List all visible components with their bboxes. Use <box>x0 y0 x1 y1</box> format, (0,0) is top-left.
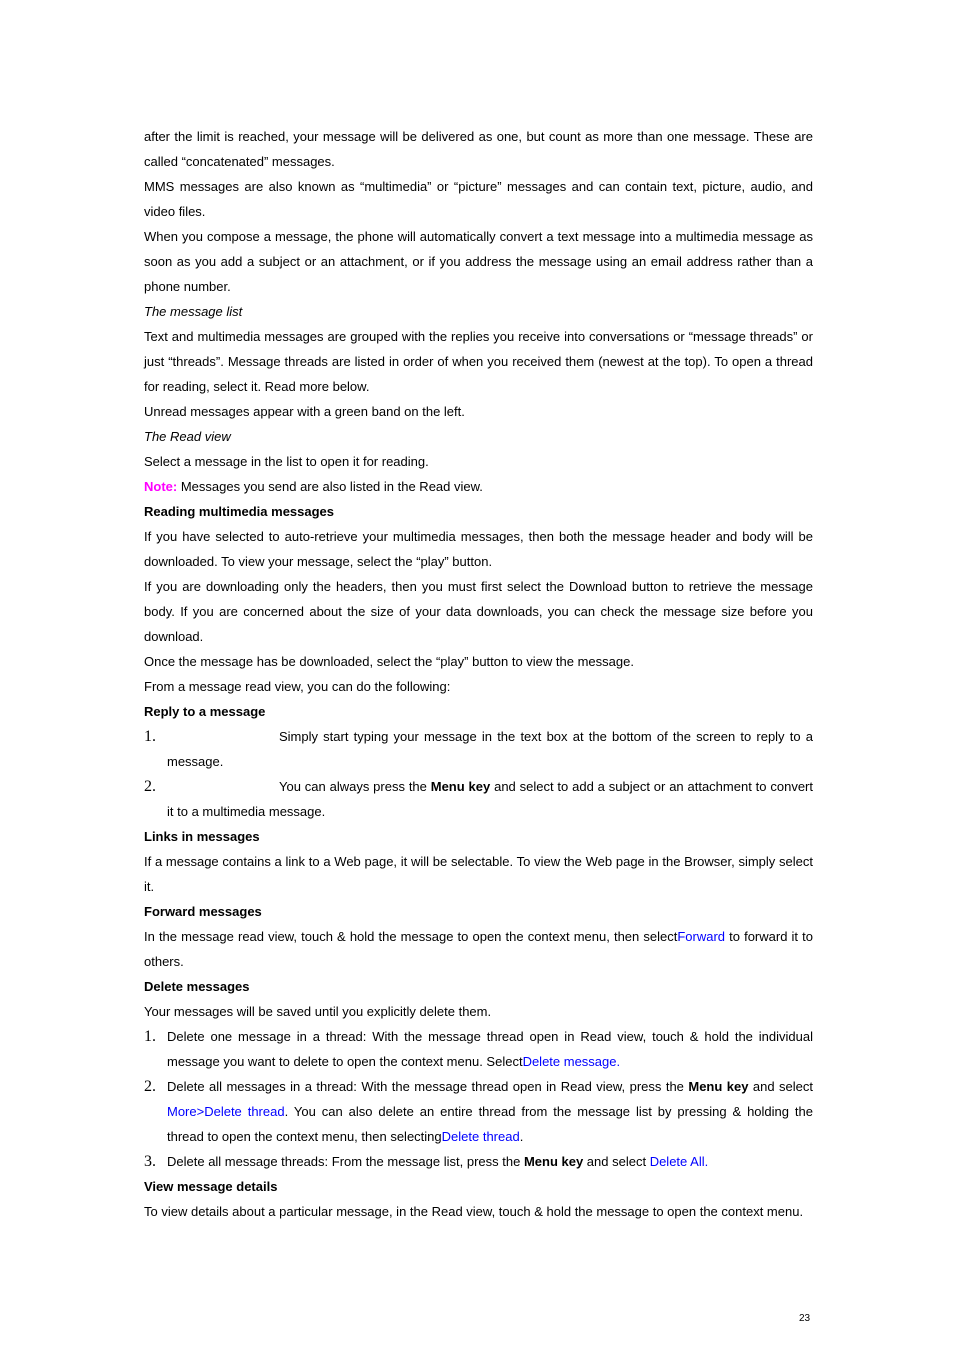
subheading-read-view: The Read view <box>144 429 231 444</box>
list-item-text: Delete all messages in a thread: With the message thread open in Read view, press the <box>167 1079 689 1094</box>
forward-link[interactable]: Forward <box>677 929 726 944</box>
list-number: 1. <box>144 728 156 745</box>
list-item-text: . You can also delete an entire thread from the message list by pressing & holding the thread to open the context menu, then selecting <box>167 1104 813 1144</box>
list-item <box>144 1149 813 1174</box>
list-item <box>144 724 813 774</box>
list-item-text: You can always press the <box>279 779 431 794</box>
paragraph: Select a message in the list to open it for reading. <box>144 454 429 469</box>
heading-forward: Forward messages <box>144 904 262 919</box>
delete-message-link[interactable]: Delete message. <box>522 1054 621 1069</box>
list-item-text: Delete all message threads: From the message list, press the <box>167 1154 524 1169</box>
list-item-text: Simply start typing your message in the text box at the bottom of the screen to reply to a message. <box>167 729 813 769</box>
paragraph: If you have selected to auto-retrieve your multimedia messages, then both the message header and body will be downloaded. To view your message, select the “play” button. <box>144 529 813 569</box>
paragraph-text: In the message read view, touch & hold the message to open the context menu, then select <box>144 929 678 944</box>
paragraph: To view details about a particular message, in the Read view, touch & hold the message to open the context menu. <box>144 1204 804 1219</box>
list-item <box>144 1024 813 1074</box>
list-number: 1. <box>144 1028 156 1045</box>
list-item-text: Delete one message in a thread: With the message thread open in Read view, touch & hold the individual message you want to delete to open the context menu. Select <box>167 1029 813 1069</box>
paragraph: Once the message has be downloaded, select the “play” button to view the message. <box>144 654 634 669</box>
paragraph: If a message contains a link to a Web page, it will be selectable. To view the Web page in the Browser, simply select it. <box>144 854 813 894</box>
paragraph: Unread messages appear with a green band on the left. <box>144 404 465 419</box>
subheading-message-list: The message list <box>144 304 243 319</box>
document-body <box>144 124 813 1224</box>
list-number: 2. <box>144 1078 156 1095</box>
page-number: 23 <box>799 1313 811 1324</box>
delete-thread-link[interactable]: Delete thread <box>441 1129 520 1144</box>
list-item <box>144 1074 813 1149</box>
paragraph: If you are downloading only the headers, then you must first select the Download button to retrieve the message body. If you are concerned about the size of your data downloads, you can check the message size before you download. <box>144 579 813 644</box>
heading-links: Links in messages <box>144 829 260 844</box>
menu-key-label: Menu key <box>523 1154 584 1169</box>
list-number: 2. <box>144 778 156 795</box>
list-item-text: and select <box>748 1079 813 1094</box>
paragraph: Your messages will be saved until you explicitly delete them. <box>144 1004 492 1019</box>
paragraph: Text and multimedia messages are grouped with the replies you receive into conversations or “message threads” or just “threads”. Message threads are listed in order of when you received them (newest at the top). To open a thread for reading, select it. Read more below. <box>144 329 813 394</box>
delete-all-link[interactable]: Delete All. <box>649 1154 709 1169</box>
note-text: Messages you send are also listed in the Read view. <box>177 479 483 494</box>
list-item-text: and select <box>583 1154 650 1169</box>
note-paragraph <box>144 474 813 499</box>
paragraph: after the limit is reached, your message will be delivered as one, but count as more than one message. These are called “concatenated” messages. <box>144 129 813 169</box>
paragraph-text: to forward it to others. <box>144 929 813 969</box>
heading-reading-multimedia: Reading multimedia messages <box>144 504 335 519</box>
list-item-text: and select to add a subject or an attachment to convert it to a multimedia message. <box>167 779 813 819</box>
heading-delete: Delete messages <box>144 979 250 994</box>
paragraph <box>144 924 813 974</box>
list-number: 3. <box>144 1153 156 1170</box>
heading-reply: Reply to a message <box>144 704 266 719</box>
more-delete-thread-link[interactable]: More>Delete thread <box>167 1104 285 1119</box>
menu-key-label: Menu key <box>688 1079 749 1094</box>
paragraph: MMS messages are also known as “multimedia” or “picture” messages and can contain text, picture, audio, and video files. <box>144 179 813 219</box>
note-label: Note: <box>144 479 178 494</box>
list-item-text: . <box>519 1129 524 1144</box>
paragraph: When you compose a message, the phone will automatically convert a text message into a multimedia message as soon as you add a subject or an attachment, or if you address the message using an email address rather than a phone number. <box>144 229 813 294</box>
heading-view-details: View message details <box>144 1179 278 1194</box>
paragraph: From a message read view, you can do the following: <box>144 679 451 694</box>
list-item <box>144 774 813 824</box>
menu-key-label: Menu key <box>430 779 491 794</box>
